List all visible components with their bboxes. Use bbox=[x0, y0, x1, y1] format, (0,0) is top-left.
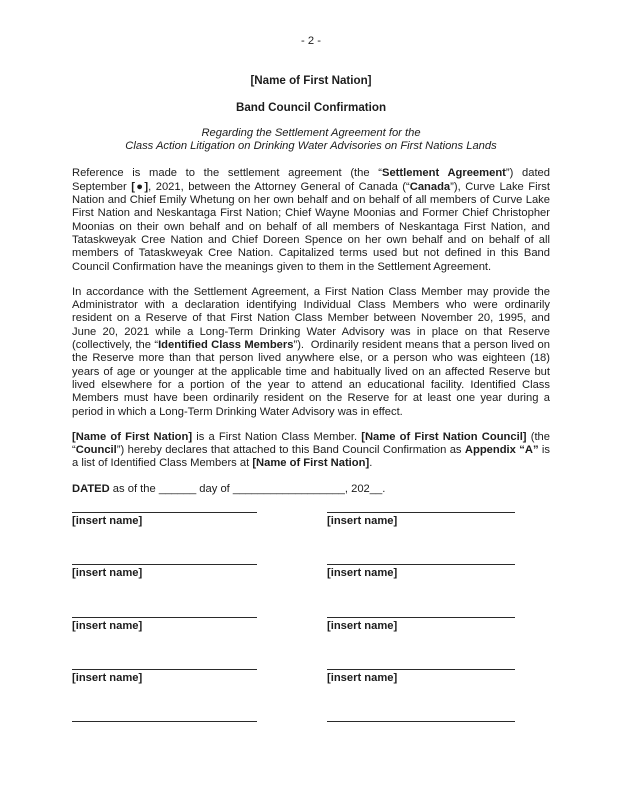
accordance-paragraph-text: Identified Class Members bbox=[158, 339, 294, 352]
declaration-paragraph-text: Appendix “A” bbox=[464, 444, 539, 457]
declaration-paragraph bbox=[72, 431, 550, 471]
signature-block bbox=[72, 721, 257, 737]
signature-block bbox=[327, 669, 515, 685]
signature-block bbox=[72, 617, 257, 633]
declaration-paragraph-text: . bbox=[369, 457, 373, 470]
signature-row bbox=[72, 564, 550, 580]
reference-paragraph-text: Canada bbox=[409, 180, 451, 193]
insert-name-label: [insert name] bbox=[72, 515, 143, 528]
accordance-paragraph bbox=[72, 286, 550, 419]
signature-line bbox=[327, 721, 515, 722]
dated-line-text: day of bbox=[196, 482, 233, 495]
reference-paragraph-text: , 2021, between the Attorney General of Canada (“ bbox=[148, 180, 410, 193]
subtitle-line-2: Class Action Litigation on Drinking Water Advisories on First Nations Lands bbox=[125, 140, 497, 153]
signature-row bbox=[72, 669, 550, 685]
insert-name-label bbox=[327, 724, 515, 737]
signature-block bbox=[327, 721, 515, 737]
insert-name-label: [insert name] bbox=[327, 671, 398, 684]
signature-block bbox=[327, 512, 515, 528]
document-title: Band Council Confirmation bbox=[235, 100, 387, 114]
signature-line bbox=[327, 512, 515, 513]
day-blank: ______ bbox=[158, 482, 197, 495]
council-name-placeholder: [Name of First Nation Council] bbox=[361, 430, 527, 443]
reference-paragraph-text: Settlement Agreement bbox=[382, 167, 506, 180]
signature-line bbox=[72, 564, 257, 565]
declaration-paragraph-text: ”) hereby declares that attached to this Band Council Confirmation as bbox=[116, 444, 465, 457]
insert-name-label: [insert name] bbox=[327, 619, 398, 632]
signature-line bbox=[72, 669, 257, 670]
insert-name-label: [insert name] bbox=[72, 567, 143, 580]
dated-line bbox=[72, 483, 550, 496]
insert-name-label: [insert name] bbox=[72, 619, 143, 632]
declaration-paragraph-text: is a list of Identified Class Members at bbox=[72, 444, 551, 470]
declaration-paragraph-text: Council bbox=[75, 444, 117, 457]
insert-name-label: [insert name] bbox=[327, 515, 398, 528]
insert-name-label: [insert name] bbox=[72, 671, 143, 684]
subtitle-line-1: Regarding the Settlement Agreement for the bbox=[201, 126, 421, 139]
dated-line-text: . bbox=[382, 482, 386, 495]
signature-line bbox=[72, 512, 257, 513]
signature-row bbox=[72, 512, 550, 528]
signature-block bbox=[72, 512, 257, 528]
dated-line-text: DATED bbox=[72, 482, 110, 495]
page-number: - 2 - bbox=[301, 35, 321, 47]
month-blank: __________________ bbox=[232, 482, 345, 495]
signature-block bbox=[327, 617, 515, 633]
signature-row bbox=[72, 617, 550, 633]
signature-line bbox=[327, 617, 515, 618]
signature-section bbox=[72, 512, 550, 737]
document-subtitle bbox=[72, 127, 550, 154]
signature-line bbox=[72, 721, 257, 722]
nation-name-placeholder: [Name of First Nation] bbox=[72, 430, 193, 443]
insert-name-label: [insert name] bbox=[327, 567, 398, 580]
reference-paragraph bbox=[72, 167, 550, 273]
settlement-date-placeholder: [●] bbox=[131, 180, 149, 193]
nation-name-placeholder: [Name of First Nation] bbox=[252, 457, 370, 470]
signature-line bbox=[72, 617, 257, 618]
signature-block bbox=[72, 564, 257, 580]
body-paragraphs bbox=[72, 167, 550, 496]
reference-paragraph-text: Reference is made to the settlement agreement (the “ bbox=[72, 167, 382, 180]
signature-row bbox=[72, 721, 550, 737]
insert-name-label bbox=[72, 724, 257, 737]
declaration-paragraph-text: (the “ bbox=[72, 430, 550, 457]
signature-block bbox=[72, 669, 257, 685]
signature-line bbox=[327, 564, 515, 565]
accordance-paragraph-text: In accordance with the Settlement Agreement, a First Nation Class Member may provide the Administrator with a declaration identifying Individual Class Members who were ordinarily resident on a Reserve of that First Nation Class Member between November 20, 1995, and June 20, 2021 while a Long-Term Drinking Water Advisory was in place on that Reserve (collectively, the “ bbox=[72, 285, 550, 352]
dated-line-text: , 202 bbox=[344, 482, 370, 495]
signature-block bbox=[327, 564, 515, 580]
declaration-paragraph-text: is a First Nation Class Member. bbox=[192, 430, 362, 443]
dated-line-text: as of the bbox=[109, 482, 159, 495]
reference-paragraph-text: ”), Curve Lake First Nation and Chief Emily Whetung on her own behalf and on behalf of all members of Curve Lake First Nation and Neskantaga First Nation; Chief Wayne Moonias and Former Chief Christopher Moonias on their own behalf and on behalf of all members of Neskantaga First Nation, and Tataskweyak Cree Nation and Chief Doreen Spence on her own behalf and on behalf of all members of Tataskweyak Cree Nation. Capitalized terms used but not defined in this Band Council Confirmation have the meanings given to them in the Settlement Agreement. bbox=[72, 180, 550, 273]
nation-title: [Name of First Nation] bbox=[250, 74, 372, 88]
accordance-paragraph-text: ”). Ordinarily resident means that a person lived on the Reserve more than that person lived anywhere else, or a person who was eighteen (18) years of age or younger at the applicable time and habitually lived on an affected Reserve but lived elsewhere for a portion of the year to attend an educational facility. Identified Class Members must have been ordinarily resident on the Reserve for at least one year during a period in which a Long-Term Drinking Water Advisory was in effect. bbox=[72, 339, 550, 418]
signature-line bbox=[327, 669, 515, 670]
reference-paragraph-text: ”) dated September bbox=[72, 167, 551, 193]
year-blank: __ bbox=[369, 482, 383, 495]
